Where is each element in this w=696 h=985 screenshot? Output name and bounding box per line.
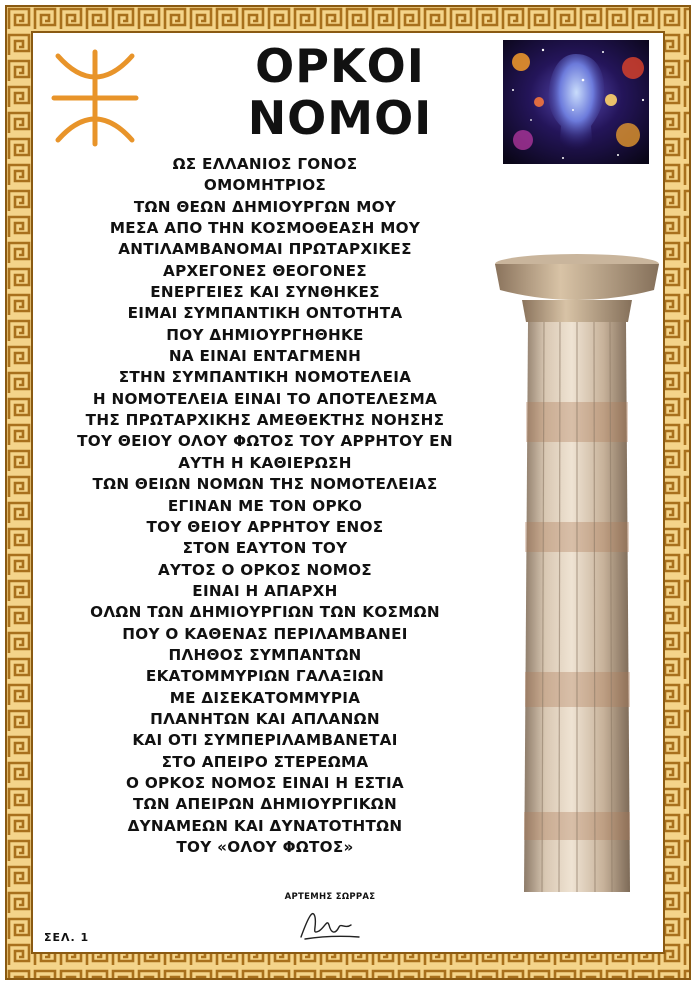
text-line: ΕΝΕΡΓΕΙΕΣ ΚΑΙ ΣΥΝΘΗΚΕΣ xyxy=(150,283,380,302)
text-line: ΜΕΣΑ ΑΠΟ ΤΗΝ ΚΟΣΜΟΘΕΑΣΗ ΜΟΥ xyxy=(109,219,421,238)
cosmic-head-image xyxy=(503,40,649,164)
text-line: ΕΚΑΤΟΜΜΥΡΙΩΝ ΓΑΛΑΞΙΩΝ xyxy=(145,667,385,686)
text-line: ΠΟΥ ΔΗΜΙΟΥΡΓΗΘΗΚΕ xyxy=(166,325,364,344)
text-line: ΟΛΩΝ ΤΩΝ ΔΗΜΙΟΥΡΓΙΩΝ ΤΩΝ ΚΟΣΜΩΝ xyxy=(90,603,440,622)
greek-column-image xyxy=(492,252,662,892)
text-line: ΟΜΟΜΗΤΡΙΟΣ xyxy=(203,176,327,195)
title-line-1: ΟΡΚΟΙ xyxy=(255,39,425,93)
text-line: ΣΤΟΝ ΕΑΥΤΟΝ ΤΟΥ xyxy=(182,539,348,558)
text-line: Ο ΟΡΚΟΣ ΝΟΜΟΣ ΕΙΝΑΙ Η ΕΣΤΙΑ xyxy=(126,773,404,792)
text-line: ΝΑ ΕΙΝΑΙ ΕΝΤΑΓΜΕΝΗ xyxy=(168,347,362,366)
text-line: ΜΕ ΔΙΣΕΚΑΤΟΜΜΥΡΙΑ xyxy=(169,688,361,707)
page-title xyxy=(190,40,490,144)
text-line: ΤΩΝ ΘΕΙΩΝ ΝΟΜΩΝ ΤΗΣ ΝΟΜΟΤΕΛΕΙΑΣ xyxy=(92,475,438,494)
page-number: ΣΕΛ. 1 xyxy=(44,931,90,944)
text-line: ΣΤΗΝ ΣΥΜΠΑΝΤΙΚΗ ΝΟΜΟΤΕΛΕΙΑ xyxy=(118,368,412,387)
text-line: ΑΡΧΕΓΟΝΕΣ ΘΕΟΓΟΝΕΣ xyxy=(163,261,367,280)
text-line: ΤΩΝ ΑΠΕΙΡΩΝ ΔΗΜΙΟΥΡΓΙΚΩΝ xyxy=(133,795,397,814)
signature-image xyxy=(295,905,365,945)
text-line: ΠΛΗΘΟΣ ΣΥΜΠΑΝΤΩΝ xyxy=(168,645,362,664)
text-line: ΤΟΥ «ΟΛΟΥ ΦΩΤΟΣ» xyxy=(176,838,354,856)
text-line: ΠΟΥ Ο ΚΑΘΕΝΑΣ ΠΕΡΙΛΑΜΒΑΝΕΙ xyxy=(122,624,408,643)
text-line: ΚΑΙ ΟΤΙ ΣΥΜΠΕΡΙΛΑΜΒΑΝΕΤΑΙ xyxy=(132,731,398,750)
text-line: ΩΣ ΕΛΛΑΝΙΟΣ ΓΟΝΟΣ xyxy=(172,155,358,173)
text-line: ΕΓΙΝΑΝ ΜΕ ΤΟΝ ΟΡΚΟ xyxy=(167,496,363,515)
text-line: ΑΥΤΗ Η ΚΑΘΙΕΡΩΣΗ xyxy=(178,453,352,472)
text-line: ΠΛΑΝΗΤΩΝ ΚΑΙ ΑΠΛΑΝΩΝ xyxy=(150,709,380,728)
text-line: ΤΩΝ ΘΕΩΝ ΔΗΜΙΟΥΡΓΩΝ ΜΟΥ xyxy=(133,197,397,216)
text-line: ΤΗΣ ΠΡΩΤΑΡΧΙΚΗΣ ΑΜΕΘΕΚΤΗΣ ΝΟΗΣΗΣ xyxy=(85,411,445,430)
text-line: ΑΥΤΟΣ Ο ΟΡΚΟΣ ΝΟΜΟΣ xyxy=(158,560,372,579)
text-line: Η ΝΟΜΟΤΕΛΕΙΑ ΕΙΝΑΙ ΤΟ ΑΠΟΤΕΛΕΣΜΑ xyxy=(92,389,438,408)
title-line-2: ΝΟΜΟΙ xyxy=(247,91,433,145)
text-line: ΑΝΤΙΛΑΜΒΑΝΟΜΑΙ ΠΡΩΤΑΡΧΙΚΕΣ xyxy=(118,240,412,259)
oath-text xyxy=(40,154,490,858)
text-line: ΤΟΥ ΘΕΙΟΥ ΟΛΟΥ ΦΩΤΟΣ ΤΟΥ ΑΡΡΗΤΟΥ ΕΝ xyxy=(77,432,453,451)
text-line: ΕΙΝΑΙ Η ΑΠΑΡΧΗ xyxy=(192,581,338,600)
text-line: ΤΟΥ ΘΕΙΟΥ ΑΡΡΗΤΟΥ ΕΝΟΣ xyxy=(146,517,384,536)
text-line: ΣΤΟ ΑΠΕΙΡΟ ΣΤΕΡΕΩΜΑ xyxy=(161,752,369,771)
text-line: ΔΥΝΑΜΕΩΝ ΚΑΙ ΔΥΝΑΤΟΤΗΤΩΝ xyxy=(127,816,403,835)
author-name: ΑΡΤΕΜΗΣ ΣΩΡΡΑΣ xyxy=(284,892,376,902)
cosmic-symbol-icon xyxy=(50,48,140,148)
text-line: ΕΙΜΑΙ ΣΥΜΠΑΝΤΙΚΗ ΟΝΤΟΤΗΤΑ xyxy=(127,304,403,323)
